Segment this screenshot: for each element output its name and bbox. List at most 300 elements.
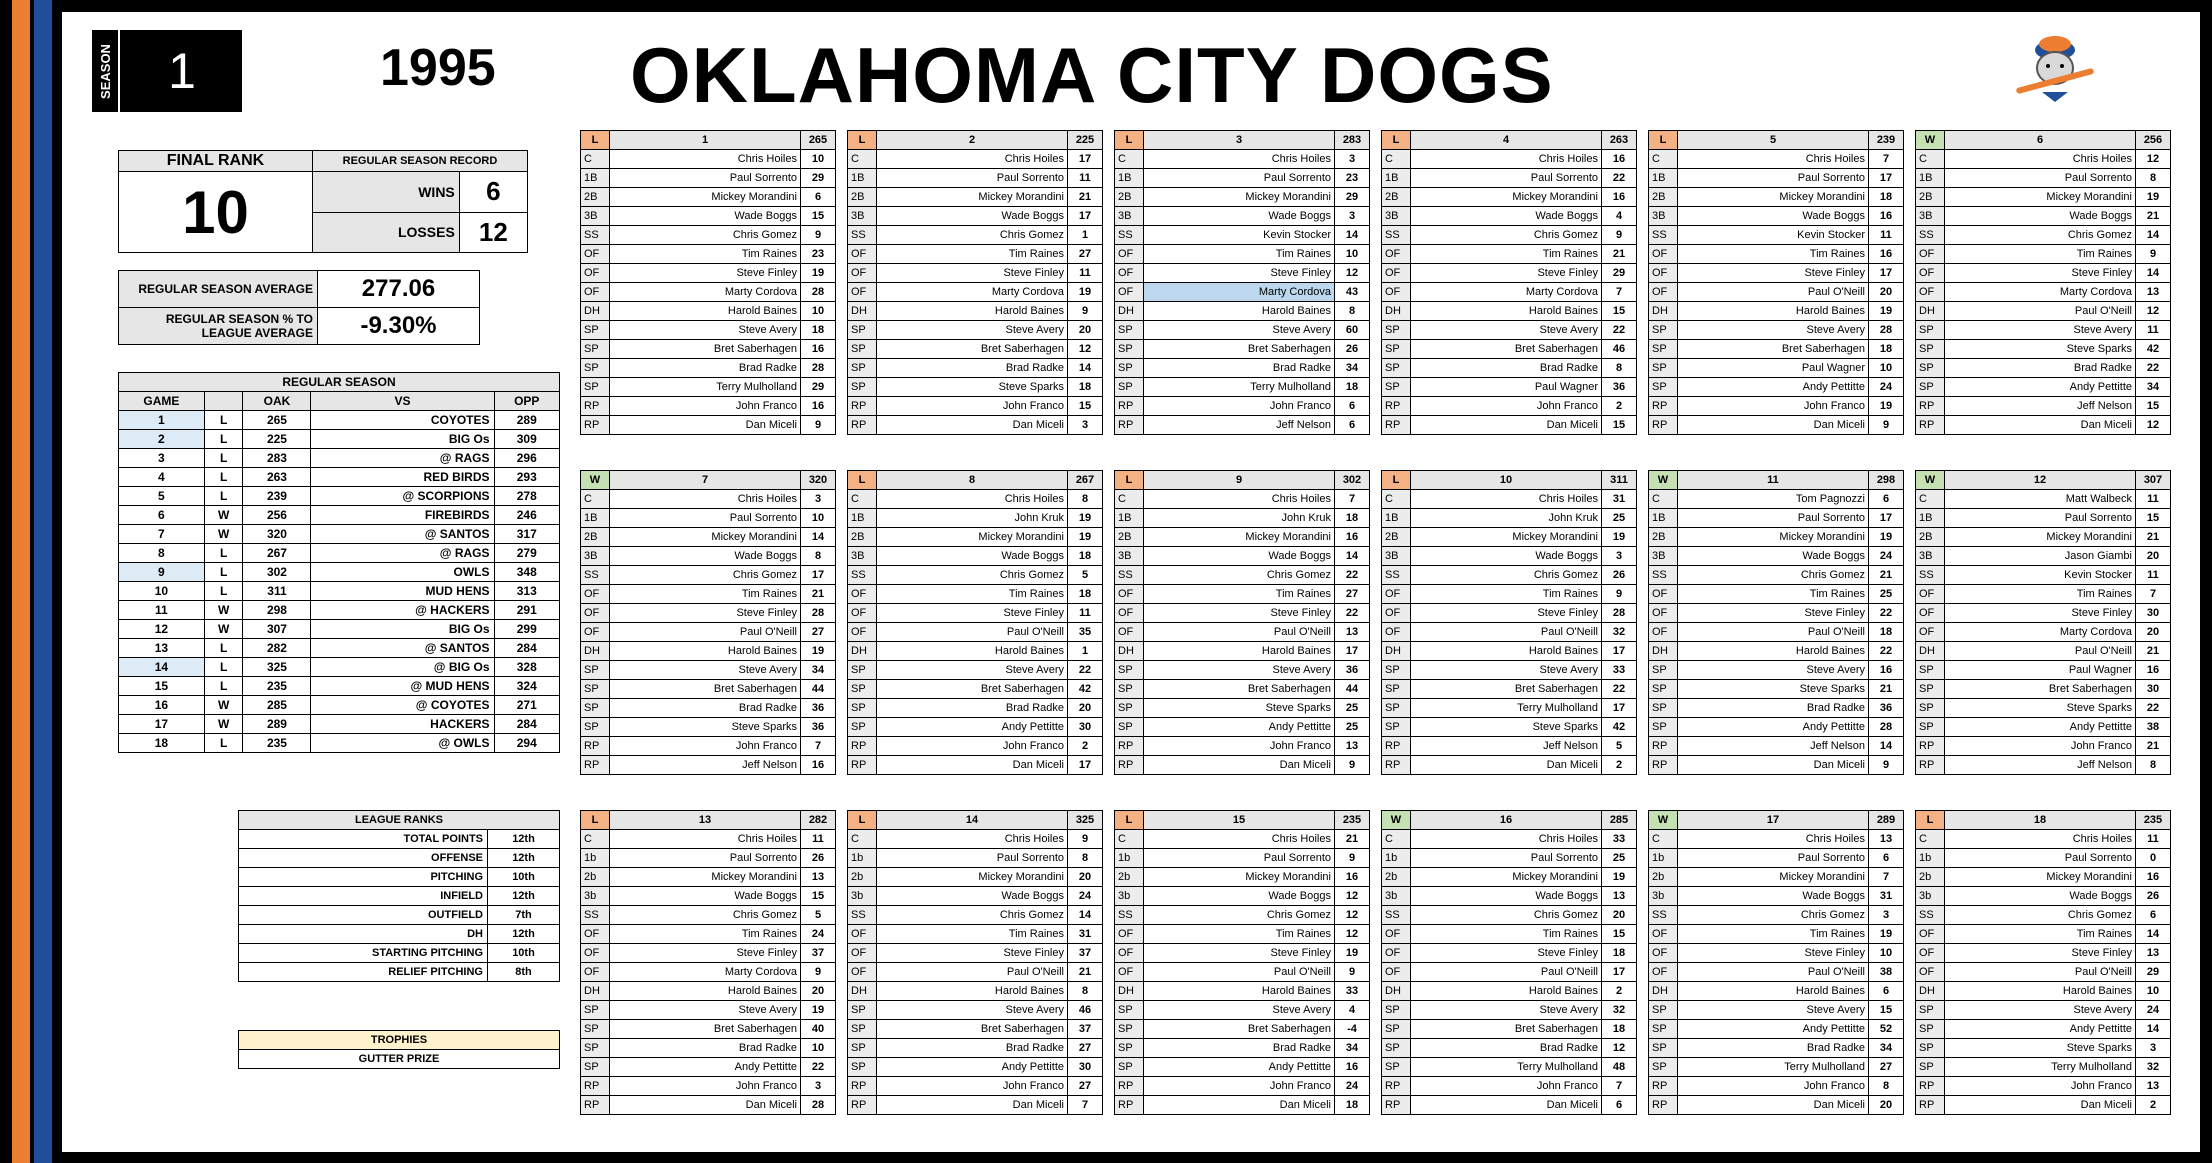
player-row bbox=[1649, 321, 1904, 340]
player-row bbox=[581, 547, 836, 566]
player-points: 17 bbox=[1602, 963, 1637, 982]
player-points: 28 bbox=[801, 1096, 836, 1115]
player-points: 21 bbox=[1602, 245, 1637, 264]
player-row bbox=[1382, 982, 1637, 1001]
player-position: 3B bbox=[581, 207, 610, 226]
player-points: 36 bbox=[1335, 661, 1370, 680]
game-number: 6 bbox=[119, 506, 205, 525]
game-result: L bbox=[1115, 131, 1144, 150]
player-row bbox=[1382, 661, 1637, 680]
player-row bbox=[1649, 416, 1904, 435]
schedule-header: OPP bbox=[494, 392, 559, 411]
opponent: OWLS bbox=[311, 563, 494, 582]
player-name: Terry Mulholland bbox=[1144, 378, 1335, 397]
player-row bbox=[848, 982, 1103, 1001]
team-score: 267 bbox=[243, 544, 311, 563]
opponent: @ RAGS bbox=[311, 449, 494, 468]
player-row bbox=[581, 925, 836, 944]
player-position: SP bbox=[848, 378, 877, 397]
player-name: Mickey Morandini bbox=[877, 868, 1068, 887]
player-position: 1B bbox=[1115, 509, 1144, 528]
player-points: 20 bbox=[1602, 906, 1637, 925]
game-result: L bbox=[204, 677, 243, 696]
player-row bbox=[848, 1001, 1103, 1020]
blue-stripe bbox=[34, 0, 52, 1163]
player-row bbox=[1382, 642, 1637, 661]
player-name: Terry Mulholland bbox=[1945, 1058, 2136, 1077]
player-points: 8 bbox=[1068, 982, 1103, 1001]
player-name: Harold Baines bbox=[1144, 982, 1335, 1001]
player-points: 18 bbox=[1068, 378, 1103, 397]
game-result: L bbox=[204, 734, 243, 753]
player-points: 22 bbox=[801, 1058, 836, 1077]
player-points: 18 bbox=[1335, 509, 1370, 528]
player-points: 15 bbox=[1869, 1001, 1904, 1020]
rank-row bbox=[239, 887, 560, 906]
player-position: SP bbox=[581, 1058, 610, 1077]
game-result: L bbox=[204, 411, 243, 430]
player-row bbox=[1115, 623, 1370, 642]
player-points: 19 bbox=[1869, 302, 1904, 321]
player-points: 9 bbox=[2136, 245, 2171, 264]
player-name: Wade Boggs bbox=[1144, 547, 1335, 566]
player-name: Andy Pettitte bbox=[1678, 718, 1869, 737]
player-row bbox=[1115, 756, 1370, 775]
player-position: SS bbox=[1115, 566, 1144, 585]
player-points: 22 bbox=[1869, 604, 1904, 623]
game-card bbox=[1648, 130, 1904, 435]
player-row bbox=[1649, 699, 1904, 718]
player-name: Andy Pettitte bbox=[877, 718, 1068, 737]
game-number: 18 bbox=[1945, 811, 2136, 830]
player-name: Brad Radke bbox=[610, 1039, 801, 1058]
player-row bbox=[581, 887, 836, 906]
player-row bbox=[581, 566, 836, 585]
player-position: OF bbox=[1916, 604, 1945, 623]
player-name: Steve Avery bbox=[1411, 321, 1602, 340]
player-row bbox=[1115, 680, 1370, 699]
game-score: 256 bbox=[2136, 131, 2171, 150]
player-row bbox=[1382, 1058, 1637, 1077]
player-row bbox=[1649, 509, 1904, 528]
player-row bbox=[1649, 226, 1904, 245]
game-result: L bbox=[848, 811, 877, 830]
player-position: SP bbox=[581, 661, 610, 680]
player-points: 16 bbox=[1869, 661, 1904, 680]
player-name: Jeff Nelson bbox=[1945, 756, 2136, 775]
player-row bbox=[1115, 1096, 1370, 1115]
game-number: 16 bbox=[119, 696, 205, 715]
player-points: 20 bbox=[2136, 623, 2171, 642]
game-header bbox=[1649, 811, 1904, 830]
player-position: OF bbox=[1115, 963, 1144, 982]
player-name: Paul Wagner bbox=[1411, 378, 1602, 397]
game-header bbox=[1115, 811, 1370, 830]
player-position: SP bbox=[581, 340, 610, 359]
player-points: 22 bbox=[1335, 604, 1370, 623]
player-position: RP bbox=[1649, 1096, 1678, 1115]
game-card bbox=[1114, 470, 1370, 775]
player-row bbox=[1916, 169, 2171, 188]
player-position: OF bbox=[1916, 944, 1945, 963]
player-position: OF bbox=[848, 585, 877, 604]
team-score: 320 bbox=[243, 525, 311, 544]
player-name: Tim Raines bbox=[877, 245, 1068, 264]
player-row bbox=[1382, 1001, 1637, 1020]
player-points: 21 bbox=[1869, 680, 1904, 699]
player-name: Harold Baines bbox=[1144, 302, 1335, 321]
player-points: 13 bbox=[1335, 623, 1370, 642]
game-number: 8 bbox=[119, 544, 205, 563]
game-card bbox=[1114, 130, 1370, 435]
player-name: Mickey Morandini bbox=[877, 528, 1068, 547]
player-points: 12 bbox=[1335, 264, 1370, 283]
player-points: 31 bbox=[1068, 925, 1103, 944]
game-header bbox=[1649, 471, 1904, 490]
player-position: 2b bbox=[1916, 868, 1945, 887]
player-name: Tim Raines bbox=[1411, 585, 1602, 604]
player-name: Dan Miceli bbox=[1945, 1096, 2136, 1115]
game-card bbox=[1648, 470, 1904, 775]
player-points: 19 bbox=[1068, 509, 1103, 528]
player-points: 9 bbox=[1068, 830, 1103, 849]
player-points: 16 bbox=[801, 340, 836, 359]
player-position: OF bbox=[1649, 245, 1678, 264]
player-row bbox=[1649, 887, 1904, 906]
player-name: Chris Hoiles bbox=[1411, 490, 1602, 509]
player-name: Brad Radke bbox=[1144, 1039, 1335, 1058]
player-points: 16 bbox=[1869, 207, 1904, 226]
player-name: Paul O'Neill bbox=[877, 963, 1068, 982]
player-row bbox=[1916, 868, 2171, 887]
player-position: SS bbox=[848, 566, 877, 585]
player-name: John Franco bbox=[1678, 1077, 1869, 1096]
game-number: 6 bbox=[1945, 131, 2136, 150]
player-position: SP bbox=[1916, 661, 1945, 680]
player-points: 12 bbox=[1602, 1039, 1637, 1058]
player-name: Mickey Morandini bbox=[1945, 868, 2136, 887]
player-points: 22 bbox=[1869, 642, 1904, 661]
player-name: Wade Boggs bbox=[610, 887, 801, 906]
player-points: 7 bbox=[801, 737, 836, 756]
game-number: 4 bbox=[1411, 131, 1602, 150]
player-row bbox=[581, 283, 836, 302]
player-row bbox=[581, 699, 836, 718]
player-row bbox=[848, 150, 1103, 169]
game-score: 311 bbox=[1602, 471, 1637, 490]
player-row bbox=[848, 925, 1103, 944]
game-result: W bbox=[1649, 811, 1678, 830]
player-points: 60 bbox=[1335, 321, 1370, 340]
player-row bbox=[1649, 528, 1904, 547]
player-row bbox=[1649, 1020, 1904, 1039]
rank-category: OUTFIELD bbox=[239, 906, 488, 925]
game-header bbox=[1115, 131, 1370, 150]
player-name: Dan Miceli bbox=[610, 416, 801, 435]
player-position: C bbox=[1916, 490, 1945, 509]
player-position: SP bbox=[848, 1039, 877, 1058]
pct-label: REGULAR SEASON % TO LEAGUE AVERAGE bbox=[119, 308, 318, 345]
game-number: 8 bbox=[877, 471, 1068, 490]
player-points: 11 bbox=[1068, 264, 1103, 283]
player-row bbox=[848, 169, 1103, 188]
player-row bbox=[1649, 963, 1904, 982]
player-name: Mickey Morandini bbox=[610, 188, 801, 207]
player-name: Dan Miceli bbox=[1411, 416, 1602, 435]
final-rank-value: 10 bbox=[119, 172, 313, 253]
player-points: 4 bbox=[1602, 207, 1637, 226]
player-name: John Franco bbox=[1144, 1077, 1335, 1096]
player-row bbox=[1916, 1058, 2171, 1077]
player-position: OF bbox=[1382, 585, 1411, 604]
game-result: W bbox=[581, 471, 610, 490]
player-name: Steve Sparks bbox=[1144, 699, 1335, 718]
player-position: SP bbox=[581, 321, 610, 340]
player-position: OF bbox=[1115, 245, 1144, 264]
opponent-score: 284 bbox=[494, 639, 559, 658]
player-name: Harold Baines bbox=[1678, 982, 1869, 1001]
team-score: 307 bbox=[243, 620, 311, 639]
opponent: MUD HENS bbox=[311, 582, 494, 601]
player-points: 2 bbox=[1602, 982, 1637, 1001]
player-name: Steve Avery bbox=[877, 1001, 1068, 1020]
player-name: Marty Cordova bbox=[610, 283, 801, 302]
game-score: 235 bbox=[1335, 811, 1370, 830]
game-score: 298 bbox=[1869, 471, 1904, 490]
player-position: OF bbox=[848, 963, 877, 982]
player-row bbox=[1916, 226, 2171, 245]
player-points: 7 bbox=[2136, 585, 2171, 604]
player-row bbox=[1916, 416, 2171, 435]
player-position: OF bbox=[581, 245, 610, 264]
player-row bbox=[848, 737, 1103, 756]
player-row bbox=[1916, 982, 2171, 1001]
player-name: John Kruk bbox=[1144, 509, 1335, 528]
player-points: 26 bbox=[1335, 340, 1370, 359]
player-points: 37 bbox=[1068, 944, 1103, 963]
player-points: 20 bbox=[1068, 699, 1103, 718]
player-points: 6 bbox=[1869, 982, 1904, 1001]
player-position: 3B bbox=[848, 547, 877, 566]
player-name: Steve Avery bbox=[1678, 661, 1869, 680]
game-result: L bbox=[1649, 131, 1678, 150]
player-row bbox=[1916, 1001, 2171, 1020]
player-position: RP bbox=[581, 1077, 610, 1096]
player-name: Tim Raines bbox=[1411, 925, 1602, 944]
player-points: 38 bbox=[2136, 718, 2171, 737]
player-name: Steve Sparks bbox=[1678, 680, 1869, 699]
player-name: Chris Hoiles bbox=[1411, 150, 1602, 169]
player-points: 24 bbox=[1335, 1077, 1370, 1096]
player-name: Harold Baines bbox=[1945, 982, 2136, 1001]
player-points: 26 bbox=[801, 849, 836, 868]
game-card bbox=[847, 810, 1103, 1115]
game-number: 3 bbox=[119, 449, 205, 468]
game-header bbox=[581, 471, 836, 490]
player-points: 22 bbox=[1602, 680, 1637, 699]
player-name: John Kruk bbox=[877, 509, 1068, 528]
player-position: SS bbox=[1649, 226, 1678, 245]
opponent-score: 293 bbox=[494, 468, 559, 487]
player-name: Jason Giambi bbox=[1945, 547, 2136, 566]
player-position: SP bbox=[1916, 1001, 1945, 1020]
game-result: L bbox=[848, 131, 877, 150]
player-position: SP bbox=[1115, 1020, 1144, 1039]
bulldog-baseball-logo-icon bbox=[2010, 30, 2100, 106]
player-row bbox=[581, 509, 836, 528]
player-row bbox=[848, 849, 1103, 868]
player-name: Steve Sparks bbox=[877, 378, 1068, 397]
player-points: 19 bbox=[801, 264, 836, 283]
player-row bbox=[1382, 756, 1637, 775]
player-points: 25 bbox=[1335, 718, 1370, 737]
player-name: Andy Pettitte bbox=[1945, 1020, 2136, 1039]
player-points: 28 bbox=[801, 359, 836, 378]
player-row bbox=[1382, 963, 1637, 982]
player-row bbox=[1382, 302, 1637, 321]
player-name: Tim Raines bbox=[610, 245, 801, 264]
player-position: SS bbox=[848, 906, 877, 925]
player-name: Steve Finley bbox=[1678, 604, 1869, 623]
player-name: Chris Gomez bbox=[610, 566, 801, 585]
player-points: 29 bbox=[2136, 963, 2171, 982]
player-row bbox=[1916, 188, 2171, 207]
player-position: SP bbox=[1649, 680, 1678, 699]
player-name: Tim Raines bbox=[1678, 925, 1869, 944]
opponent: @ SANTOS bbox=[311, 639, 494, 658]
player-points: 5 bbox=[1068, 566, 1103, 585]
player-points: 13 bbox=[801, 868, 836, 887]
player-position: SS bbox=[1382, 566, 1411, 585]
player-points: 8 bbox=[2136, 169, 2171, 188]
losses-label: LOSSES bbox=[312, 212, 459, 253]
player-position: C bbox=[1115, 490, 1144, 509]
player-row bbox=[848, 226, 1103, 245]
opponent: @ HACKERS bbox=[311, 601, 494, 620]
player-row bbox=[1916, 528, 2171, 547]
player-row bbox=[1115, 528, 1370, 547]
rank-row bbox=[239, 963, 560, 982]
player-row bbox=[1916, 150, 2171, 169]
schedule-row bbox=[119, 430, 560, 449]
player-row bbox=[1649, 623, 1904, 642]
player-row bbox=[1649, 188, 1904, 207]
game-result: W bbox=[1649, 471, 1678, 490]
player-points: 10 bbox=[1869, 359, 1904, 378]
player-row bbox=[1115, 1077, 1370, 1096]
player-row bbox=[1115, 490, 1370, 509]
player-position: 1B bbox=[581, 169, 610, 188]
game-score: 283 bbox=[1335, 131, 1370, 150]
game-result: L bbox=[204, 544, 243, 563]
player-position: SP bbox=[1115, 340, 1144, 359]
player-points: 19 bbox=[1602, 528, 1637, 547]
player-name: Steve Avery bbox=[1411, 661, 1602, 680]
player-position: SP bbox=[848, 699, 877, 718]
player-points: 38 bbox=[1869, 963, 1904, 982]
schedule-header: OAK bbox=[243, 392, 311, 411]
player-position: C bbox=[848, 830, 877, 849]
player-name: Tim Raines bbox=[1945, 585, 2136, 604]
game-header bbox=[581, 131, 836, 150]
player-position: RP bbox=[1382, 1077, 1411, 1096]
player-name: Terry Mulholland bbox=[1411, 699, 1602, 718]
player-row bbox=[848, 830, 1103, 849]
player-position: SP bbox=[1382, 340, 1411, 359]
player-name: Tim Raines bbox=[1945, 245, 2136, 264]
player-points: 6 bbox=[1335, 416, 1370, 435]
player-row bbox=[1916, 283, 2171, 302]
opponent: @ RAGS bbox=[311, 544, 494, 563]
player-points: 9 bbox=[1335, 963, 1370, 982]
opponent: FIREBIRDS bbox=[311, 506, 494, 525]
player-position: RP bbox=[1916, 1077, 1945, 1096]
player-position: 1B bbox=[1649, 509, 1678, 528]
player-points: 33 bbox=[1602, 830, 1637, 849]
player-name: Paul Sorrento bbox=[1678, 849, 1869, 868]
player-row bbox=[848, 1039, 1103, 1058]
schedule-row bbox=[119, 506, 560, 525]
player-position: 3b bbox=[848, 887, 877, 906]
player-points: 17 bbox=[1869, 264, 1904, 283]
player-name: Wade Boggs bbox=[1678, 207, 1869, 226]
game-result: W bbox=[1916, 131, 1945, 150]
player-row bbox=[1916, 830, 2171, 849]
player-row bbox=[1649, 264, 1904, 283]
player-name: Marty Cordova bbox=[877, 283, 1068, 302]
game-header bbox=[1382, 811, 1637, 830]
player-row bbox=[1916, 509, 2171, 528]
player-row bbox=[848, 359, 1103, 378]
player-points: 21 bbox=[2136, 207, 2171, 226]
player-name: Steve Sparks bbox=[1945, 699, 2136, 718]
player-points: 15 bbox=[1602, 302, 1637, 321]
player-row bbox=[1916, 1039, 2171, 1058]
game-result: L bbox=[204, 449, 243, 468]
opponent-score: 328 bbox=[494, 658, 559, 677]
player-row bbox=[1649, 1096, 1904, 1115]
team-score: 285 bbox=[243, 696, 311, 715]
player-position: RP bbox=[581, 416, 610, 435]
player-row bbox=[1115, 321, 1370, 340]
player-points: 8 bbox=[801, 547, 836, 566]
player-points: 14 bbox=[2136, 925, 2171, 944]
season-label: SEASON bbox=[97, 43, 113, 99]
player-position: DH bbox=[1916, 642, 1945, 661]
player-name: Wade Boggs bbox=[1411, 207, 1602, 226]
player-name: Steve Finley bbox=[610, 264, 801, 283]
player-points: 3 bbox=[1335, 150, 1370, 169]
player-points: 14 bbox=[1335, 547, 1370, 566]
player-points: 11 bbox=[2136, 490, 2171, 509]
game-card bbox=[1114, 810, 1370, 1115]
rank-value: 8th bbox=[488, 963, 560, 982]
player-position: SP bbox=[1382, 1020, 1411, 1039]
player-position: 1b bbox=[581, 849, 610, 868]
player-row bbox=[581, 982, 836, 1001]
player-points: 10 bbox=[1335, 245, 1370, 264]
player-name: Paul Sorrento bbox=[1678, 169, 1869, 188]
player-name: Wade Boggs bbox=[877, 887, 1068, 906]
player-position: C bbox=[1649, 830, 1678, 849]
player-position: RP bbox=[581, 737, 610, 756]
opponent-score: 291 bbox=[494, 601, 559, 620]
player-row bbox=[1382, 359, 1637, 378]
player-points: 30 bbox=[2136, 604, 2171, 623]
player-name: Andy Pettitte bbox=[1945, 718, 2136, 737]
player-points: 14 bbox=[1869, 737, 1904, 756]
player-name: Wade Boggs bbox=[877, 547, 1068, 566]
